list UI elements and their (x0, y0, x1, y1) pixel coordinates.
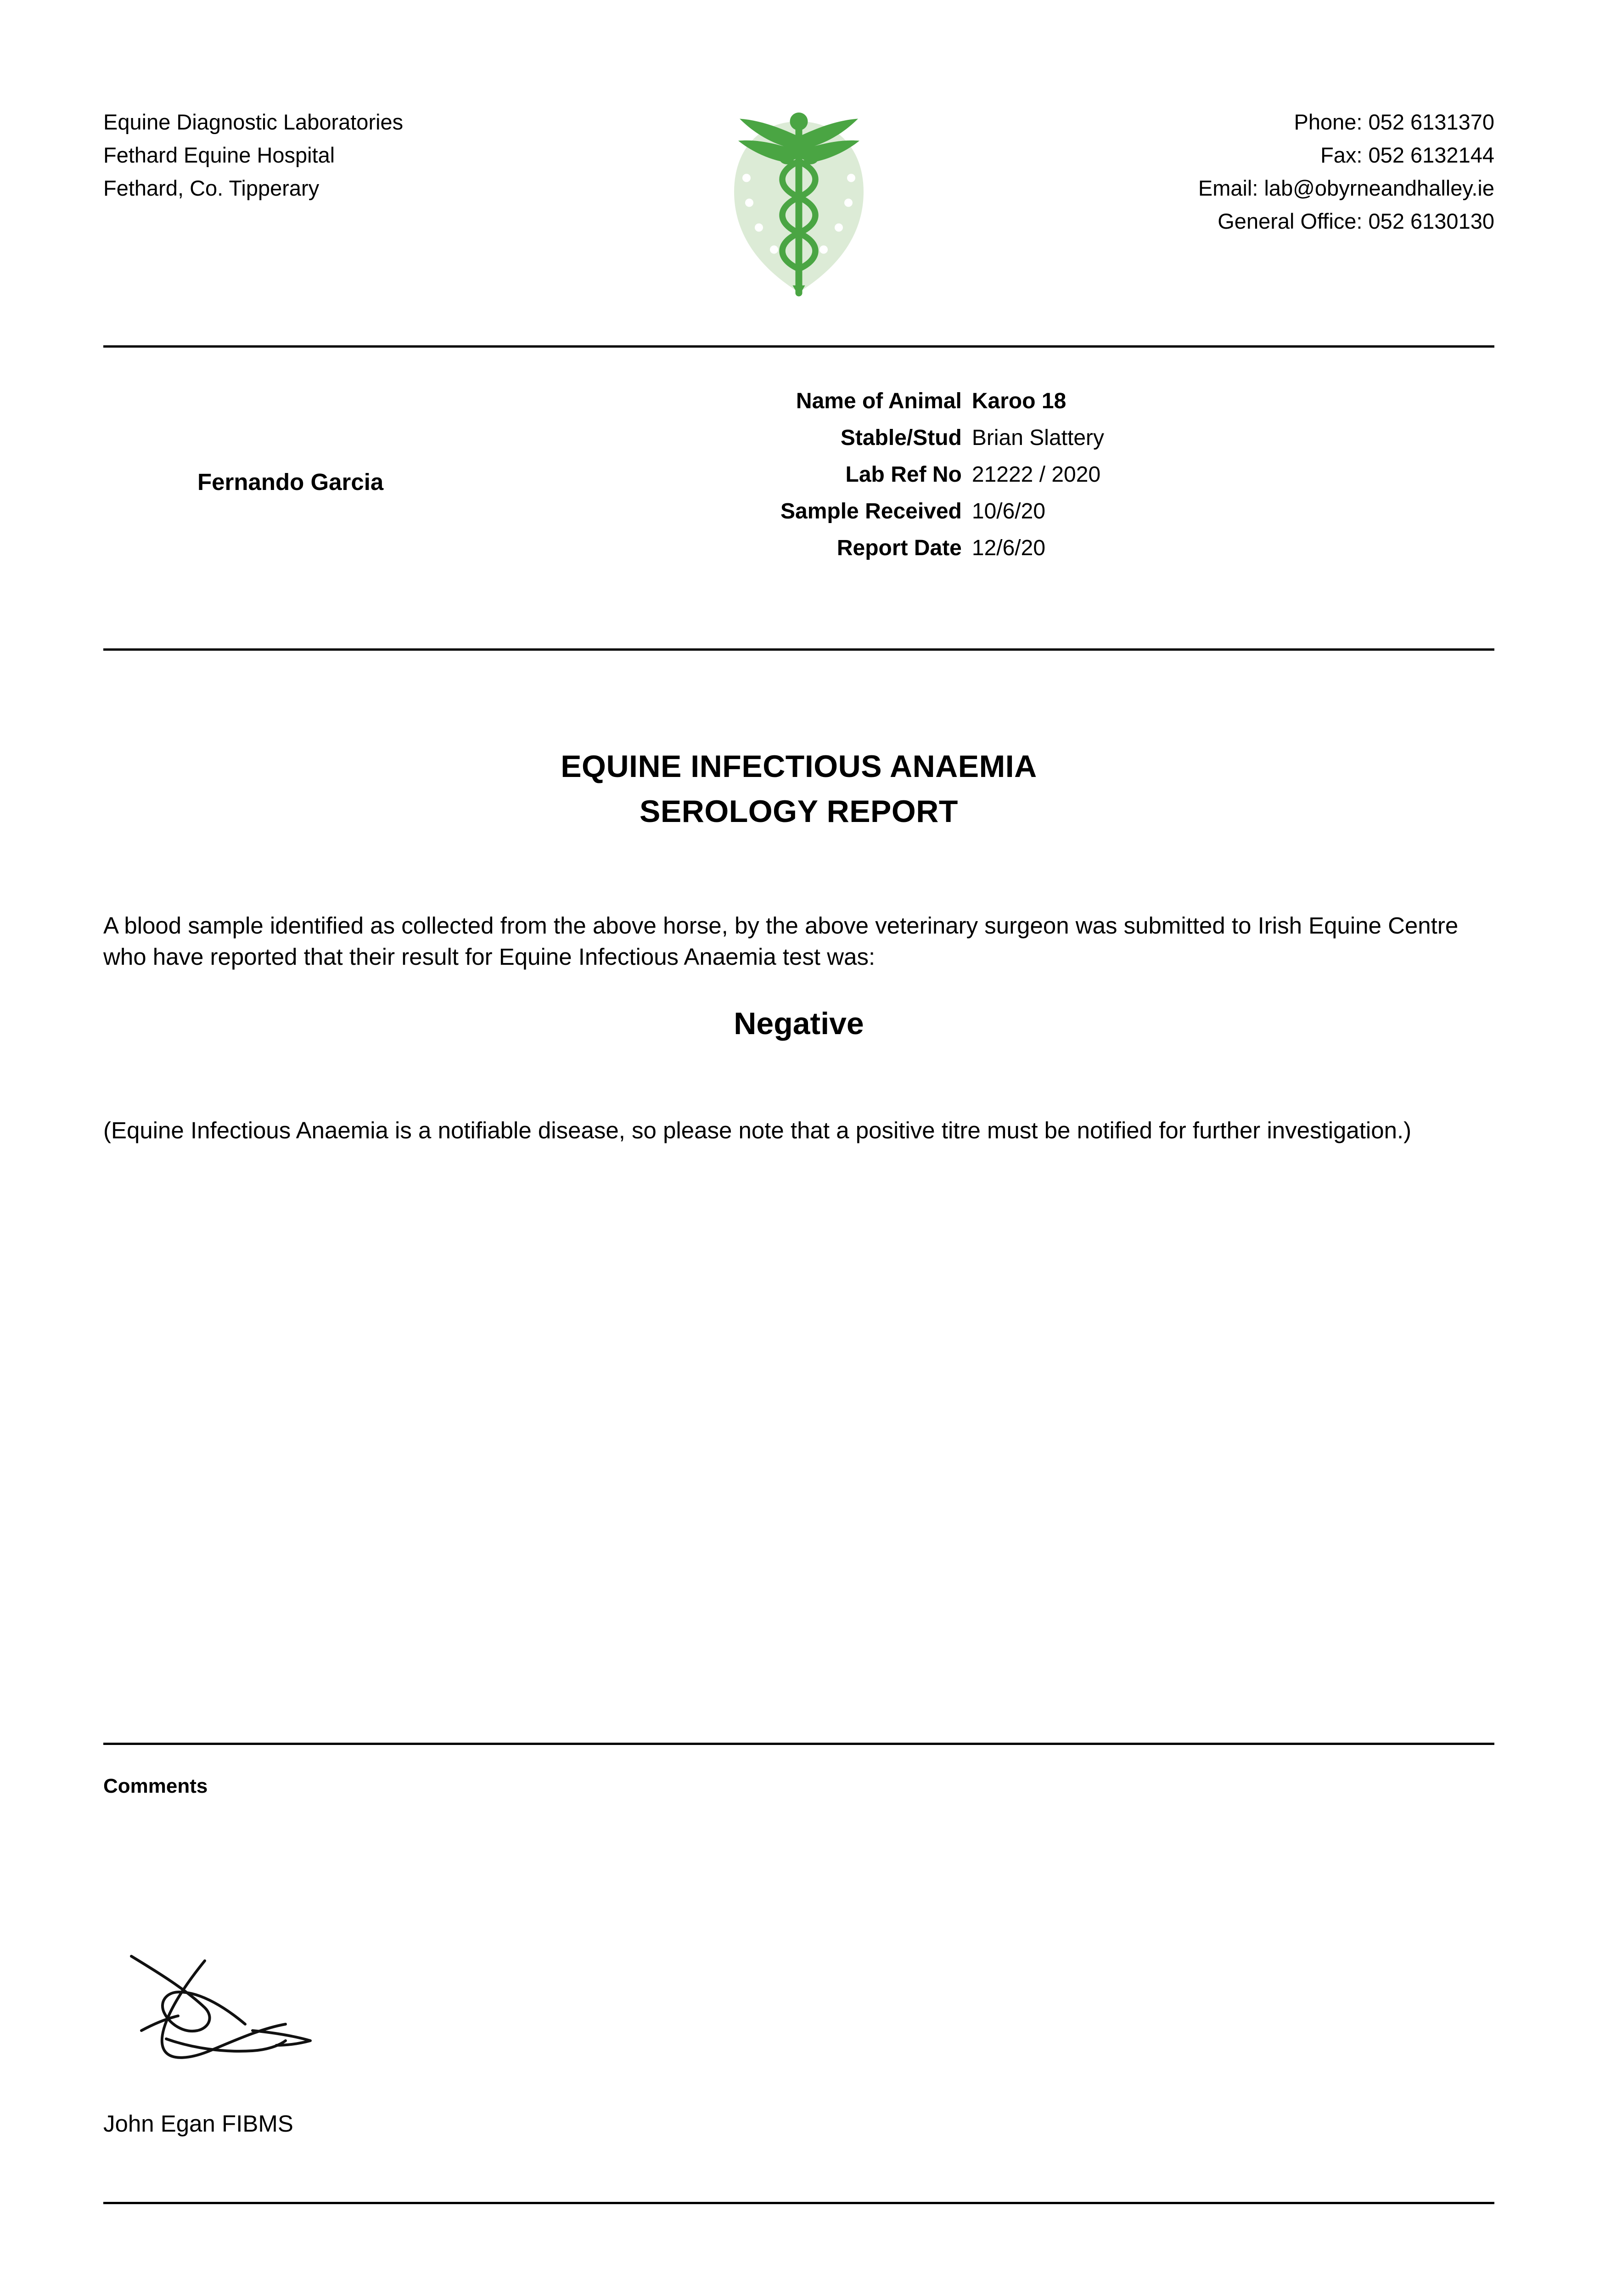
contact-line: Phone: 052 6131370 (1294, 110, 1494, 134)
field-value-lab-ref-no: 21222 / 2020 (971, 462, 1101, 487)
contact-line: Email: lab@obyrneandhalley.ie (1198, 176, 1494, 200)
table-row (780, 425, 1104, 461)
divider-comments (103, 1743, 1494, 1745)
field-label-report-date: Report Date (836, 536, 962, 560)
table-row (780, 535, 1104, 572)
field-value-sample-received: 10/6/20 (971, 499, 1046, 523)
page-title-line-1: EQUINE INFECTIOUS ANAEMIA (561, 749, 1037, 784)
contact-line: Fax: 052 6132144 (1320, 143, 1494, 167)
page-title (103, 744, 1494, 834)
signature-mark-icon (115, 1942, 372, 2076)
test-result-value: Negative (734, 1006, 864, 1041)
divider-bottom (103, 2202, 1494, 2204)
laboratory-address (103, 106, 403, 205)
sample-details-table (780, 388, 1104, 572)
report-paragraph-note: (Equine Infectious Anaemia is a notifiable disease, so please note that a positive titre must be notified for further investigation.) (103, 1117, 1412, 1143)
report-paragraph-intro: A blood sample identified as collected from the above horse, by the above veterinary surgeon was submitted to Irish Equine Centre who have reported that their result for Equine Infectious Anaemia test was: (103, 912, 1459, 970)
laboratory-contact (1198, 106, 1494, 238)
contact-line: General Office: 052 6130130 (1218, 209, 1494, 233)
page-header (103, 106, 1494, 238)
field-label-lab-ref-no: Lab Ref No (845, 462, 962, 487)
caduceus-horseshoe-logo-icon (696, 94, 902, 324)
comments-label: Comments (103, 1775, 208, 1797)
field-value-report-date: 12/6/20 (971, 536, 1046, 560)
page-title-line-2: SEROLOGY REPORT (640, 794, 958, 829)
table-row (780, 498, 1104, 535)
field-value-name-of-animal: Karoo 18 (971, 389, 1066, 413)
divider-info (103, 648, 1494, 651)
address-line: Fethard Equine Hospital (103, 143, 335, 167)
field-value-stable-stud: Brian Slattery (971, 426, 1104, 450)
signer-name: John Egan FIBMS (103, 2110, 293, 2137)
address-line: Fethard, Co. Tipperary (103, 176, 320, 200)
table-row (780, 461, 1104, 498)
address-line: Equine Diagnostic Laboratories (103, 110, 404, 134)
veterinary-surgeon-name: Fernando Garcia (197, 469, 384, 495)
field-label-name-of-animal: Name of Animal (796, 389, 962, 413)
divider-top (103, 345, 1494, 348)
table-row (780, 388, 1104, 425)
field-label-sample-received: Sample Received (780, 499, 962, 523)
field-label-stable-stud: Stable/Stud (840, 426, 962, 450)
